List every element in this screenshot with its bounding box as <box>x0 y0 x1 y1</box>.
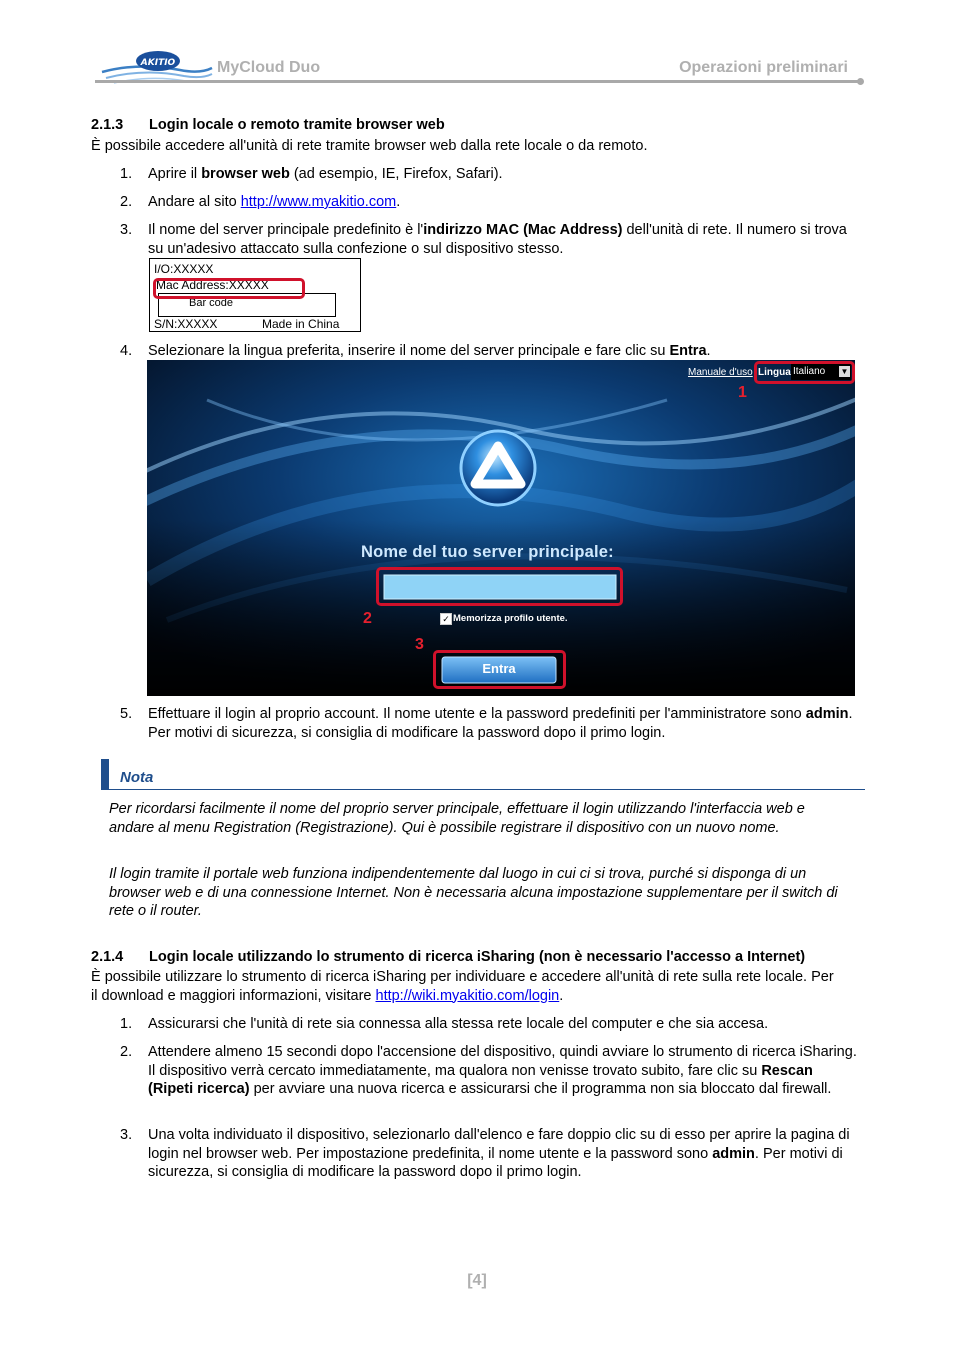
nota-paragraph-2: Il login tramite il portale web funziona indipendentemente dal luogo in cui ci si trova, purché si disponga di un browser web e di una connessione Internet. Non è necessaria alcuna impostazione supplementare per il switch di rete o il router. <box>109 866 838 919</box>
nota-title: Nota <box>120 769 154 786</box>
wiki-link[interactable]: http://wiki.myakitio.com/login <box>375 987 560 1004</box>
swirl-background <box>147 360 855 696</box>
remember-label: Memorizza profilo utente. <box>453 613 568 624</box>
server-name-prompt: Nome del tuo server principale: <box>361 543 614 561</box>
list-item: 3. Una volta individuato il dispositivo, selezionarlo dall'elenco e fare doppio clic su di esso per aprire la pagina di login nel browser web. Per impostazione predefinita, il nome utente e la password sono admin. Per motivi di sicurezza, si consiglia di modificare la password dopo il primo login. <box>120 1127 850 1180</box>
marker-3: 3 <box>415 636 424 653</box>
label-io: I/O:XXXXX <box>154 262 214 276</box>
page-number: [4] <box>467 1272 487 1289</box>
nota-rule <box>109 789 865 790</box>
list-item: 1. Assicurarsi che l'unità di rete sia connessa alla stessa rete locale del computer e che sia accesa. <box>120 1016 769 1032</box>
section-name: Operazioni preliminari <box>679 59 848 76</box>
input-highlight <box>376 567 623 606</box>
section-2-1-3-heading: 2.1.3 Login locale o remoto tramite browser web <box>91 117 445 133</box>
nota-paragraph-1: Per ricordarsi facilmente il nome del proprio server principale, effettuare il login utilizzando l'interfaccia web e andare al menu Registration (Registrazione). Qui è possibile registrare il dispositivo con un nuovo nome. <box>109 801 805 836</box>
logo-text: AKITIO <box>140 58 176 68</box>
list-item: 1. Aprire il browser web (ad esempio, IE, Firefox, Safari). <box>120 166 503 182</box>
marker-2: 2 <box>363 610 372 627</box>
chevron-down-icon[interactable]: ▼ <box>840 367 849 376</box>
section-2-1-4-heading: 2.1.4 Login locale utilizzando lo strumento di ricerca iSharing (non è necessario l'accesso a Internet) <box>91 949 806 965</box>
label-barcode: Bar code <box>189 297 234 309</box>
section-2-1-4-intro: È possibile utilizzare lo strumento di ricerca iSharing per individuare e accedere all'unità di rete sulla rete locale. Per il download e maggiori informazioni, visitare http://wiki.myakitio.com/login. <box>91 969 834 1004</box>
label-made: Made in China <box>262 317 340 331</box>
list-item: 2. Andare al sito http://www.myakitio.com. <box>120 194 401 210</box>
button-highlight <box>433 650 566 689</box>
language-value: Italiano <box>793 366 826 377</box>
header-rule <box>95 80 860 83</box>
mac-highlight <box>153 278 305 299</box>
label-mac: Mac Address:XXXXX <box>156 278 269 292</box>
product-name: MyCloud Duo <box>217 59 321 76</box>
label-sn: S/N:XXXXX <box>154 317 218 331</box>
lingua-label: Lingua <box>758 367 791 378</box>
myakitio-link[interactable]: http://www.myakitio.com <box>240 194 397 210</box>
nota-bar <box>101 759 109 790</box>
list-item: 4. Selezionare la lingua preferita, inserire il nome del server principale e fare clic su Entra. <box>120 343 711 359</box>
language-highlight <box>754 361 855 384</box>
section-2-1-3-intro: È possibile accedere all'unità di rete tramite browser web dalla rete locale o da remoto. <box>91 138 648 154</box>
device-label <box>149 258 361 332</box>
marker-1: 1 <box>738 384 747 401</box>
entra-button[interactable]: Entra <box>482 661 516 676</box>
list-item: 3. Il nome del server principale predefinito è l'indirizzo MAC (Mac Address) dell'unità di rete. Il numero si trova su un'adesivo attaccato sulla confezione o sul dispositivo stesso. <box>120 222 847 257</box>
manual-link[interactable]: Manuale d'uso <box>688 367 753 378</box>
login-screenshot <box>147 360 855 696</box>
list-item: 2. Attendere almeno 15 secondi dopo l'accensione del dispositivo, quindi avviare lo strumento di ricerca iSharing. Il dispositivo verrà cercato immediatamente, ma qualora non venisse trovato subito, fare clic su Rescan (Ripeti ricerca) per avviare una nuova ricerca e assicurarsi che il programma non sia bloccato dal firewall. <box>120 1044 857 1097</box>
list-item: 5. Effettuare il login al proprio account. Il nome utente e la password predefiniti per l'amministratore sono admin. Per motivi di sicurezza, si consiglia di modificare la password dopo il primo login. <box>120 706 853 741</box>
remember-checkbox[interactable]: ✓ <box>440 613 452 625</box>
